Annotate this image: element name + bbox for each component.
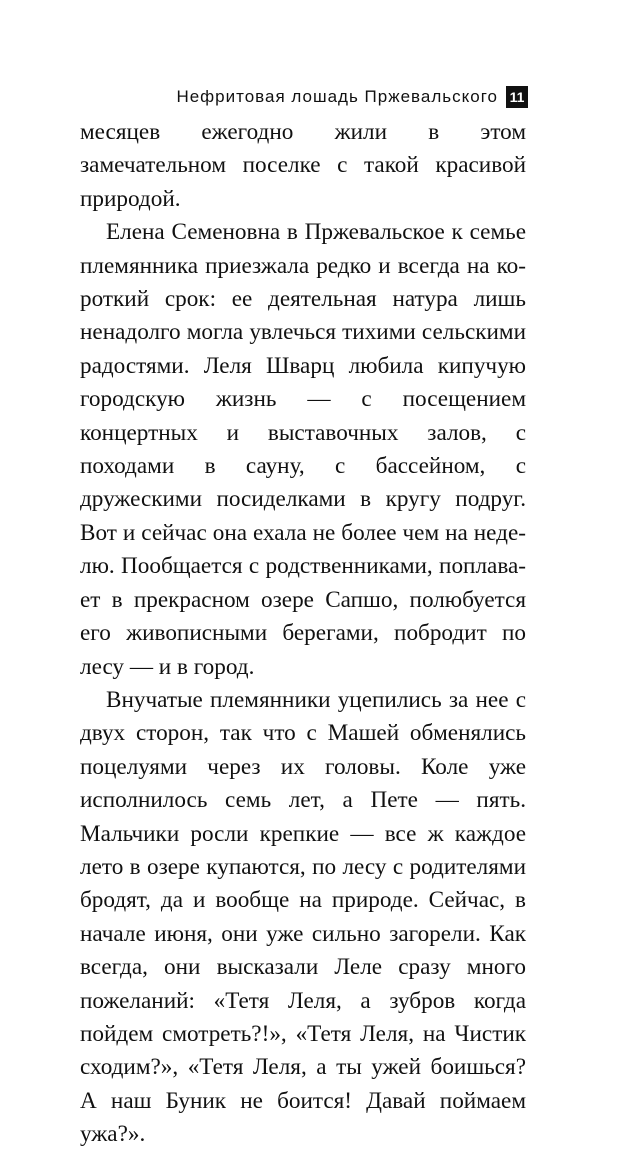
paragraph-3: Внучатые племянники уцепились за нее с двух сторон, так что с Машей обменялись поцелуями через их головы. Коле уже исполнилось семь лет, а Пете — пять. Мальчики росли крепкие — все ж каждое лето в озере купаются, по лесу с родителями бродят, да и вообще на природе. Сейчас, в начале июня, они уже сильно загорели. Как всегда, они высказали Леле сразу много пожеланий: «Тетя Леля, а зубров когда пойдем смотреть?!», «Тетя Леля, на Чистик сходим?», «Тетя Леля, а ты ужей боишься? А наш Буник не боится! Давай поймаем ужа?».: [80, 686, 526, 1148]
paragraph-2: Елена Семеновна в Пржевальское к семье племянника приезжала редко и всегда на короткий срок: ее деятельная натура лишь ненадолго могла увлечься тихими сельскими радостями. Леля Шварц любила кипучую городскую жизнь — с посещением концертных и выставочных залов, с походами в сауну, с бассейном, с дружескими посиделками в кругу подруг. Вот и сейчас она ехала не более чем на неделю. Пообщается с родственниками, поплавает в прекрасном озере Сапшо, полюбуется его живописными берегами, побродит по лесу — и в город.: [80, 219, 526, 680]
body-text: [80, 116, 526, 1152]
running-header: [176, 86, 528, 108]
page-number: 11: [506, 86, 528, 108]
paragraph-1: месяцев ежегодно жили в этом замечательном поселке с такой красивой природой.: [80, 119, 526, 212]
running-header-title: Нефритовая лошадь Пржевальского: [176, 87, 498, 106]
